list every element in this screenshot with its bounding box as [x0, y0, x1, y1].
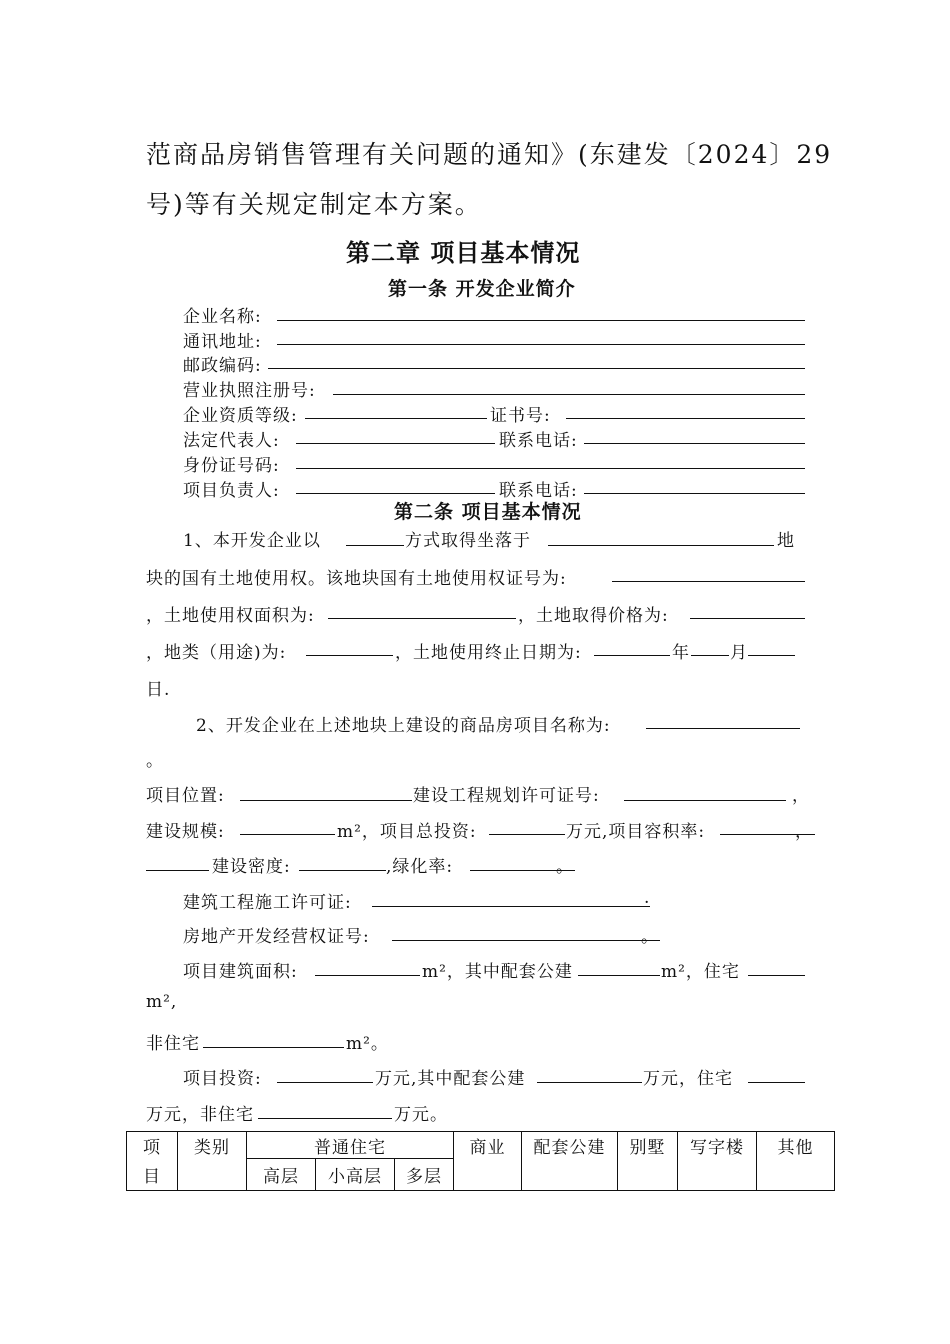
qualification-label: 企业资质等级: [183, 406, 298, 426]
s10-text-b: ,绿化率: [386, 857, 454, 877]
table-office: 写字楼 [690, 1137, 744, 1158]
project-lead-field[interactable] [296, 493, 495, 494]
s4-year-label: 年 [672, 643, 690, 663]
project-location-field[interactable] [240, 800, 412, 801]
certificate-no-label: 证书号: [490, 406, 551, 426]
residential-area-field[interactable] [748, 975, 805, 976]
s16-text-c: 万元，住宅 [643, 1069, 733, 1089]
table-high-rise: 高层 [263, 1167, 299, 1187]
s15-text-a: 非住宅 [146, 1034, 200, 1054]
table-category: 类别 [194, 1137, 230, 1158]
s11-text-a: 建筑工程施工许可证: [183, 893, 352, 913]
s10-text-a: 建设密度: [212, 857, 291, 877]
table-commercial: 商业 [469, 1137, 506, 1158]
land-method-field[interactable] [346, 545, 404, 546]
floor-area-field[interactable] [315, 975, 420, 976]
s16-text-b: 万元,其中配套公建 [375, 1069, 526, 1089]
non-residential-investment-field[interactable] [258, 1118, 392, 1119]
s8-text-a: 项目位置: [146, 786, 225, 806]
company-name-label: 企业名称: [183, 307, 262, 327]
s9-text-b: m²，项目总投资: [337, 822, 477, 842]
s9-text-c: 万元,项目容积率: [566, 822, 706, 842]
s17-text-a: 万元，非住宅 [146, 1105, 254, 1125]
intro-line-2: 号)等有关规定制定本方案。 [146, 190, 482, 219]
legal-rep-label: 法定代表人: [183, 431, 280, 451]
address-field[interactable] [277, 344, 805, 345]
s13-text-c: m²，住宅 [661, 962, 740, 982]
table-ordinary-housing: 普通住宅 [314, 1137, 386, 1158]
end-month-field[interactable] [691, 655, 729, 656]
s5-text: 日. [146, 680, 171, 700]
postal-code-field[interactable] [268, 368, 805, 369]
total-investment-field[interactable] [489, 834, 565, 835]
project-lead-label: 项目负责人: [183, 481, 280, 501]
s14-text: m², [146, 992, 178, 1012]
s10-lead-field[interactable] [146, 870, 209, 871]
project-name-field[interactable] [646, 728, 800, 729]
s4-month-label: 月 [730, 643, 748, 663]
s8-text-b: 建设工程规划许可证号: [413, 786, 600, 806]
phone-2-field[interactable] [584, 493, 805, 494]
s3-text-b: ，土地取得价格为: [518, 606, 669, 626]
s6-text: 2、开发企业在上述地块上建设的商品房项目名称为: [196, 716, 611, 736]
article-1-title: 第一条 开发企业简介 [388, 278, 576, 300]
id-no-field[interactable] [296, 468, 805, 469]
end-year-field[interactable] [594, 655, 670, 656]
table-villa: 别墅 [629, 1137, 666, 1158]
phone-2-label: 联系电话: [499, 481, 578, 501]
land-location-field[interactable] [548, 545, 774, 546]
s4-text-b: ，土地使用终止日期为: [395, 643, 582, 663]
phone-1-field[interactable] [584, 443, 805, 444]
table-project-top: 项 [143, 1137, 161, 1158]
land-cert-no-field[interactable] [612, 581, 805, 582]
planning-permit-field[interactable] [624, 800, 786, 801]
s16-text-a: 项目投资: [183, 1069, 262, 1089]
dev-license-field[interactable] [392, 940, 660, 941]
land-use-field[interactable] [306, 655, 393, 656]
address-label: 通讯地址: [183, 332, 262, 352]
phone-1-label: 联系电话: [499, 431, 578, 451]
s8-text-c: ， [792, 786, 810, 806]
land-area-field[interactable] [328, 618, 516, 619]
id-no-label: 身份证号码: [183, 456, 280, 476]
land-price-field[interactable] [690, 618, 805, 619]
table-multi-storey: 多层 [406, 1167, 442, 1187]
table-project-bottom: 目 [143, 1167, 161, 1187]
s13-text-a: 项目建筑面积: [183, 962, 298, 982]
license-no-label: 营业执照注册号: [183, 381, 316, 401]
residential-investment-field[interactable] [748, 1082, 805, 1083]
end-day-field[interactable] [748, 655, 795, 656]
s12-text-b: 。 [641, 927, 659, 947]
build-scale-field[interactable] [240, 834, 335, 835]
s4-text-a: ，地类（用途)为: [146, 643, 287, 663]
construction-permit-field[interactable] [372, 906, 650, 907]
s12-text-a: 房地产开发经营权证号: [183, 927, 370, 947]
table-other: 其他 [777, 1137, 814, 1158]
s10-text-c: 。 [556, 857, 574, 877]
chapter-title: 第二章 项目基本情况 [346, 239, 581, 267]
intro-line-1: 范商品房销售管理有关问题的通知》(东建发〔2024〕29 [146, 140, 833, 169]
facilities-area-field[interactable] [578, 975, 660, 976]
non-residential-area-field[interactable] [203, 1047, 344, 1048]
table-facilities: 配套公建 [533, 1137, 606, 1158]
s9-text-d: ， [795, 822, 813, 842]
qualification-field[interactable] [305, 418, 487, 419]
license-no-field[interactable] [333, 394, 805, 395]
facilities-investment-field[interactable] [537, 1082, 642, 1083]
s17-text-b: 万元。 [394, 1105, 448, 1125]
investment-field[interactable] [277, 1082, 373, 1083]
s2-text: 块的国有土地使用权。该地块国有土地使用权证号为: [146, 569, 567, 589]
s1-text-a: 1、本开发企业以 [183, 531, 321, 551]
article-2-title: 第二条 项目基本情况 [394, 501, 582, 523]
company-name-field[interactable] [277, 320, 805, 321]
s11-text-b: . [644, 888, 651, 908]
s7-text: 。 [146, 751, 164, 771]
s1-text-c: 地 [777, 531, 795, 551]
s3-text-a: ，土地使用权面积为: [146, 606, 315, 626]
certificate-no-field[interactable] [566, 418, 805, 419]
s15-text-b: m²。 [346, 1034, 389, 1054]
s9-text-a: 建设规模: [146, 822, 225, 842]
build-density-field[interactable] [299, 870, 386, 871]
s13-text-b: m²，其中配套公建 [422, 962, 573, 982]
s1-text-b: 方式取得坐落于 [405, 531, 531, 551]
postal-code-label: 邮政编码: [183, 356, 262, 376]
table-mid-high-rise: 小高层 [328, 1167, 382, 1187]
legal-rep-field[interactable] [296, 443, 495, 444]
